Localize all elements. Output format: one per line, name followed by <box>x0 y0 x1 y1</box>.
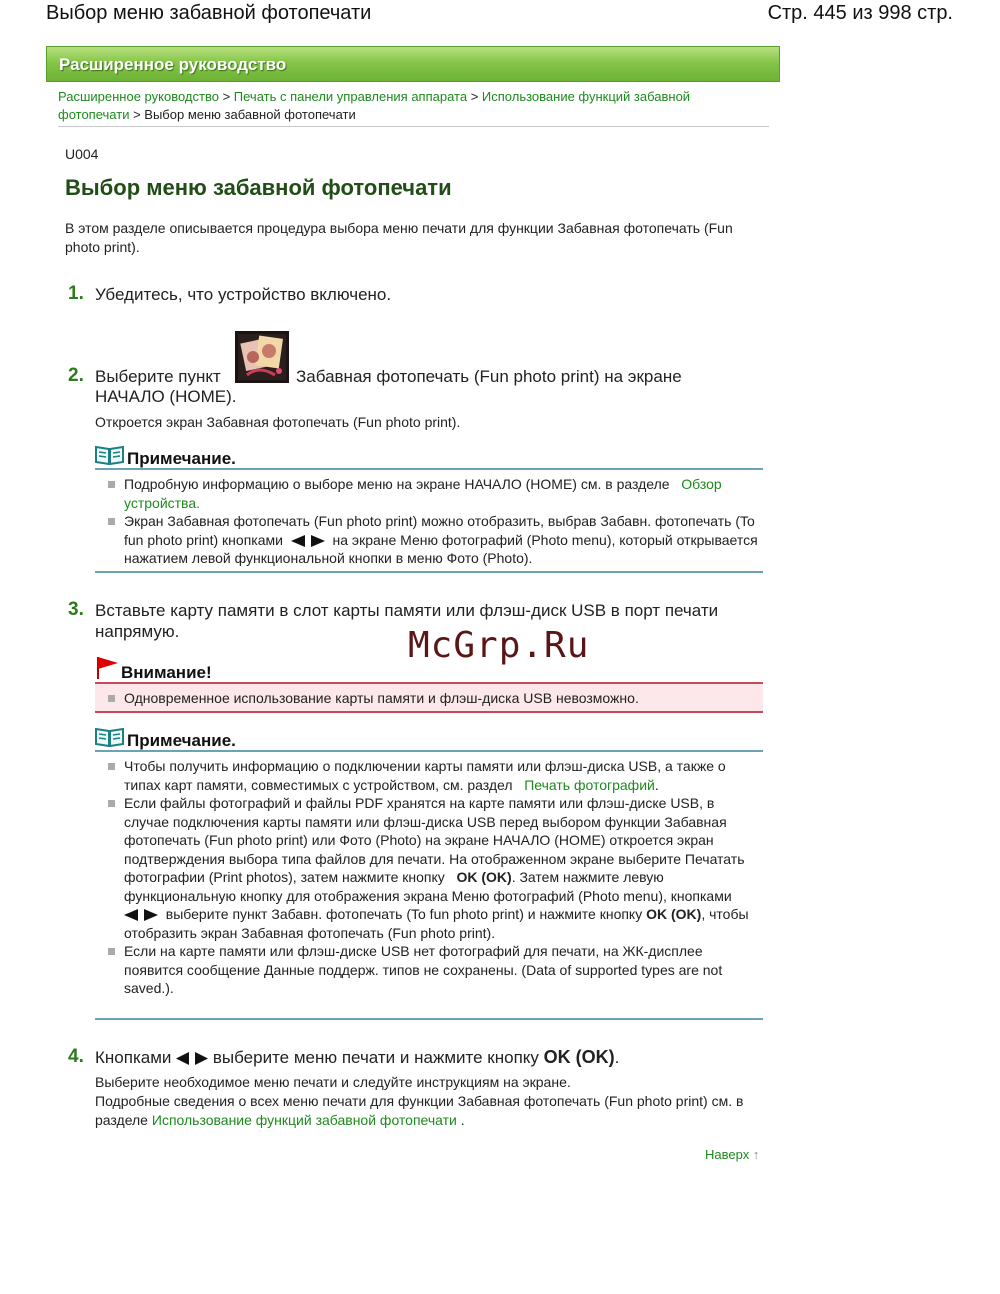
step-2-text-line2: НАЧАЛО (HOME). <box>95 387 237 406</box>
doc-title: Выбор меню забавной фотопечати <box>46 2 372 24</box>
warning-title: Внимание! <box>121 663 212 682</box>
step-3-number: 3. <box>68 599 84 620</box>
left-right-arrows-icon <box>124 909 158 921</box>
warning-bottom-line <box>95 711 763 713</box>
ok-button-label: OK (OK) <box>456 869 512 885</box>
step-2-number: 2. <box>68 365 84 386</box>
page-header <box>0 0 1000 32</box>
fun-photo-print-icon <box>235 331 289 383</box>
warning-item: Одновременное использование карты памяти и флэш-диска USB невозможно. <box>95 689 763 708</box>
breadcrumb-separator: > <box>222 89 231 104</box>
doc-code: U004 <box>65 146 99 162</box>
note-item: Экран Забавная фотопечать (Fun photo print) можно отобразить, выбрав Забавн. фотопечать (To fun photo print) кнопками на экране Меню фотографий (Photo menu), который открывается нажатием левой функциональной кнопки в меню Фото (Photo). <box>95 512 763 568</box>
note-top-line <box>95 468 763 470</box>
step-1-number: 1. <box>68 283 84 304</box>
breadcrumb-link-fun-photo[interactable]: Использование функций забавной фотопечати <box>58 89 691 122</box>
note-box-step-3 <box>95 757 755 998</box>
step-2-subtext: Откроется экран Забавная фотопечать (Fun photo print). <box>95 414 461 430</box>
warning-flag-icon <box>96 656 120 680</box>
note-title: Примечание. <box>127 449 236 468</box>
left-right-arrows-icon <box>291 535 325 547</box>
book-icon <box>95 726 124 747</box>
step-2-text-after: Забавная фотопечать (Fun photo print) на экране <box>296 367 682 386</box>
watermark: McGrp.Ru <box>408 625 590 666</box>
note-title: Примечание. <box>127 731 236 750</box>
note-item: Чтобы получить информацию о подключении карты памяти или флэш-диска USB, а также о типах карт памяти, совместимых с устройством, см. раздел Печать фотографий. <box>95 757 755 794</box>
note-bottom-line <box>95 571 763 573</box>
step-1-text: Убедитесь, что устройство включено. <box>95 285 392 304</box>
note-bottom-line <box>95 1018 763 1020</box>
back-to-top-link[interactable]: Наверх ↑ <box>705 1147 760 1162</box>
left-right-arrows-icon <box>176 1052 208 1065</box>
breadcrumb <box>58 88 758 124</box>
link-print-photos[interactable]: Печать фотографий <box>524 776 655 793</box>
note-top-line <box>95 750 763 752</box>
page-info: Стр. 445 из 998 стр. <box>767 2 953 24</box>
warning-box <box>95 684 763 711</box>
step-4-subtext-2: Подробные сведения о всех меню печати для функции Забавная фотопечать (Fun photo print) см. в разделе Использование функций забавной фотопечати . <box>95 1093 744 1128</box>
note-item: Если на карте памяти или флэш-диске USB нет фотографий для печати, на ЖК-дисплее появится сообщение Данные поддерж. типов не сохранены. (Data of supported types are not saved.). <box>95 942 755 998</box>
step-4-number: 4. <box>68 1046 84 1067</box>
link-fun-photo-functions[interactable]: Использование функций забавной фотопечати <box>151 1112 457 1128</box>
section-banner <box>46 46 780 82</box>
breadcrumb-link-panel-print[interactable]: Печать с панели управления аппарата <box>233 89 468 104</box>
link-device-overview[interactable]: Обзор устройства. <box>124 476 722 511</box>
page-title: Выбор меню забавной фотопечати <box>65 175 452 200</box>
breadcrumb-link-guide[interactable]: Расширенное руководство <box>58 89 219 104</box>
note-item: Подробную информацию о выборе меню на экране НАЧАЛО (HOME) см. в разделе Обзор устройства. <box>95 475 763 512</box>
divider <box>58 126 769 127</box>
step-2-text-before: Выберите пункт <box>95 367 221 386</box>
step-4-text: Кнопками выберите меню печати и нажмите кнопку OK (OK). <box>95 1047 620 1067</box>
book-icon <box>95 444 124 465</box>
intro-text: В этом разделе описывается процедура выбора меню печати для функции Забавная фотопечать (Fun photo print). <box>65 220 733 255</box>
step-3-text: Вставьте карту памяти в слот карты памяти или флэш-диск USB в порт печати напрямую. <box>95 601 719 641</box>
arrow-up-icon: ↑ <box>752 1147 760 1162</box>
breadcrumb-current: Выбор меню забавной фотопечати <box>144 107 356 122</box>
breadcrumb-separator: > <box>133 107 141 122</box>
note-box-step-2 <box>95 475 763 568</box>
ok-button-label: OK (OK) <box>543 1047 615 1067</box>
ok-button-label: OK (OK) <box>646 906 702 922</box>
banner-label: Расширенное руководство <box>59 55 287 74</box>
note-item: Если файлы фотографий и файлы PDF хранятся на карте памяти или флэш-диске USB, в случае подключения карты памяти или флэш-диска USB перед выбором функции Забавная фотопечать (Fun photo print) или Фото (Photo) на экране НАЧАЛО (HOME) откроется экран подтверждения выбора типа файлов для печати. На отображенном экране выберите Печатать фотографии (Print photos), затем нажмите кнопку OK (OK). Затем нажмите левую функциональную кнопку для отображения экрана Меню фотографий (Photo menu), кнопками выберите пункт Забавн. фотопечать (To fun photo print) и нажмите кнопку OK (OK), чтобы отобразить экран Забавная фотопечать (Fun photo print). <box>95 794 755 942</box>
breadcrumb-separator: > <box>470 89 479 104</box>
step-4-subtext-1: Выберите необходимое меню печати и следуйте инструкциям на экране. <box>95 1074 571 1090</box>
